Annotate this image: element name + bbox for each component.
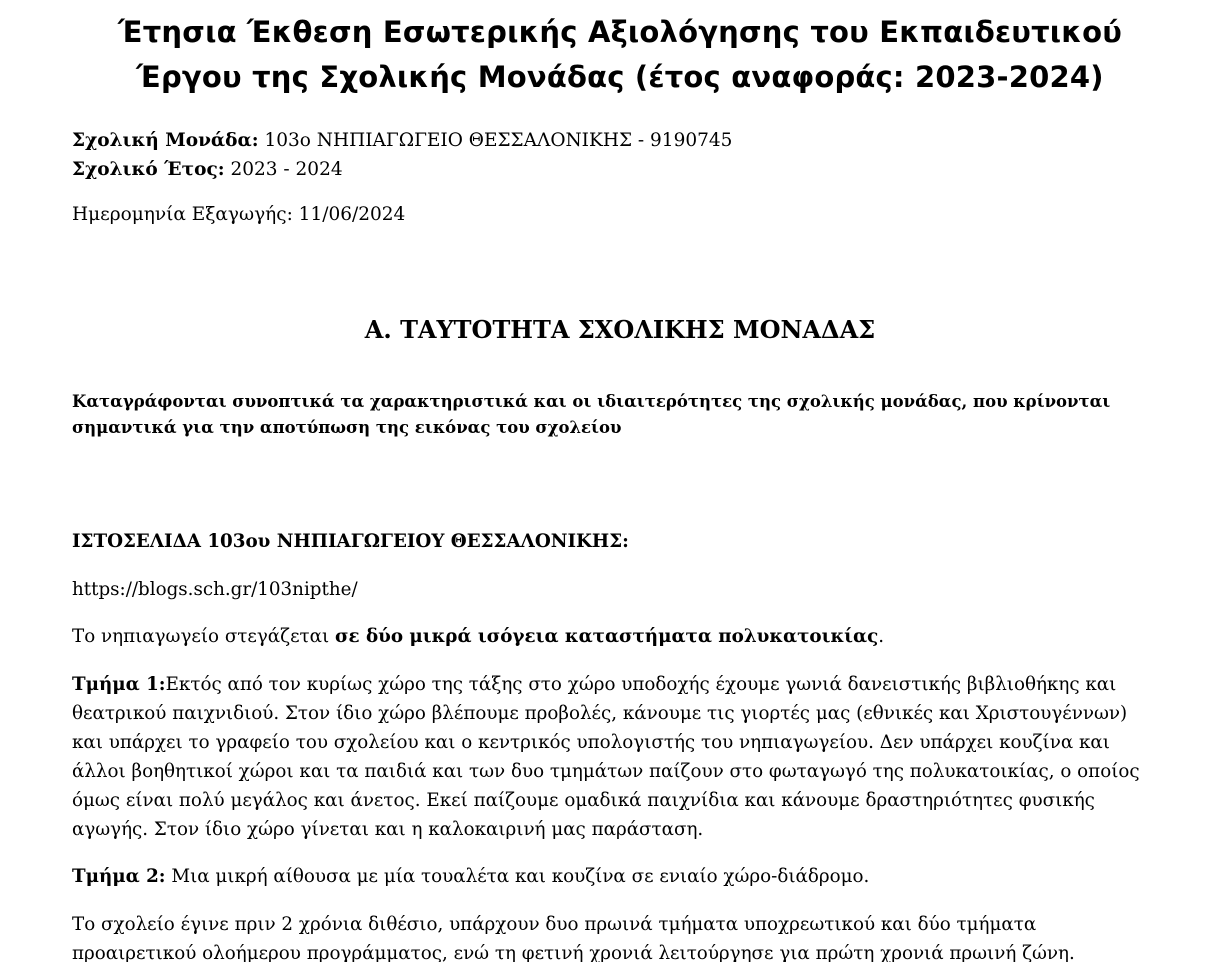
department-1-paragraph [72, 670, 1162, 844]
housing-end: . [878, 626, 885, 647]
department-2-text: Μια μικρή αίθουσα με μία τουαλέτα και κουζίνα σε ενιαίο χώρο-διάδρομο. [165, 866, 870, 887]
school-unit-label: Σχολική Μονάδα: [72, 130, 259, 151]
report-title [60, 10, 1180, 100]
school-year-label: Σχολικό Έτος: [72, 159, 225, 180]
school-unit-line [72, 129, 732, 153]
housing-text: Το νηπιαγωγείο στεγάζεται [72, 626, 335, 647]
report-title-line2: Έργου της Σχολικής Μονάδας (έτος αναφοράς: 2023-2024) [136, 60, 1104, 94]
report-title-line1: Έτησια Έκθεση Εσωτερικής Αξιολόγησης του Εκπαιδευτικού [118, 15, 1122, 49]
export-date: Ημερομηνία Εξαγωγής: 11/06/2024 [72, 204, 406, 225]
housing-bold-text: σε δύο μικρά ισόγεια καταστήματα πολυκατοικίας [334, 626, 879, 647]
closing-paragraph: Το σχολείο έγινε πριν 2 χρόνια διθέσιο, υπάρχουν δυο πρωινά τμήματα υποχρεωτικού και δύο τμήματα προαιρετικού ολοήμερου προγράμματος, ενώ τη φετινή χρονιά λειτούργησε για πρώτη χρονιά πρωινή ζώνη. [72, 914, 1075, 962]
website-url: https://blogs.sch.gr/103nipthe/ [72, 579, 358, 600]
section-a-title: Α. ΤΑΥΤΟΤΗΤΑ ΣΧΟΛΙΚΗΣ ΜΟΝΑΔΑΣ [364, 315, 876, 344]
school-unit-value: 103ο ΝΗΠΙΑΓΩΓΕΙΟ ΘΕΣΣΑΛΟΝΙΚΗΣ - 9190745 [258, 130, 733, 151]
department-1-label: Τμήμα 1: [72, 674, 166, 695]
department-2-label: Τμήμα 2: [72, 866, 166, 887]
school-year-line [72, 158, 343, 182]
department-1-text: Εκτός από τον κυρίως χώρο της τάξης στο χώρο υποδοχής έχουμε γωνιά δανειστικής βιβλιοθήκης και θεατρικού παιχνιδιού. Στον ίδιο χώρο βλέπουμε προβολές, κάνουμε τις γιορτές μας (εθνικές και Χριστουγέννων) και υπάρχει το γραφείο του σχολείου και ο κεντρικός υπολογιστής του νηπιαγωγείου. Δεν υπάρχει κουζίνα και άλλοι βοηθητικοί χώροι και τα παιδιά και των δυο τμημάτων παίζουν στο φωταγωγό της πολυκατοικίας, ο οποίος όμως είναι πολύ μεγάλος και άνετος. Εκεί παίζουμε ομαδικά παιχνίδια και κάνουμε δραστηριότητες φυσικής αγωγής. Στον ίδιο χώρο γίνεται και η καλοκαιρινή μας παράσταση. [72, 674, 1140, 840]
school-year-value: 2023 - 2024 [224, 159, 343, 180]
housing-paragraph [72, 622, 1162, 651]
website-heading [72, 527, 1162, 556]
department-2-paragraph [72, 862, 1162, 891]
website-heading-text: ΙΣΤΟΣΕΛΙΔΑ 103ου ΝΗΠΙΑΓΩΓΕΙΟΥ ΘΕΣΣΑΛΟΝΙΚΗΣ: [72, 531, 629, 552]
section-a-subtitle: Καταγράφονται συνοπτικά τα χαρακτηριστικά και οι ιδιαιτερότητες της σχολικής μονάδας, που κρίνονται σημαντικά για την αποτύπωση της εικόνας του σχολείου [72, 392, 1111, 437]
